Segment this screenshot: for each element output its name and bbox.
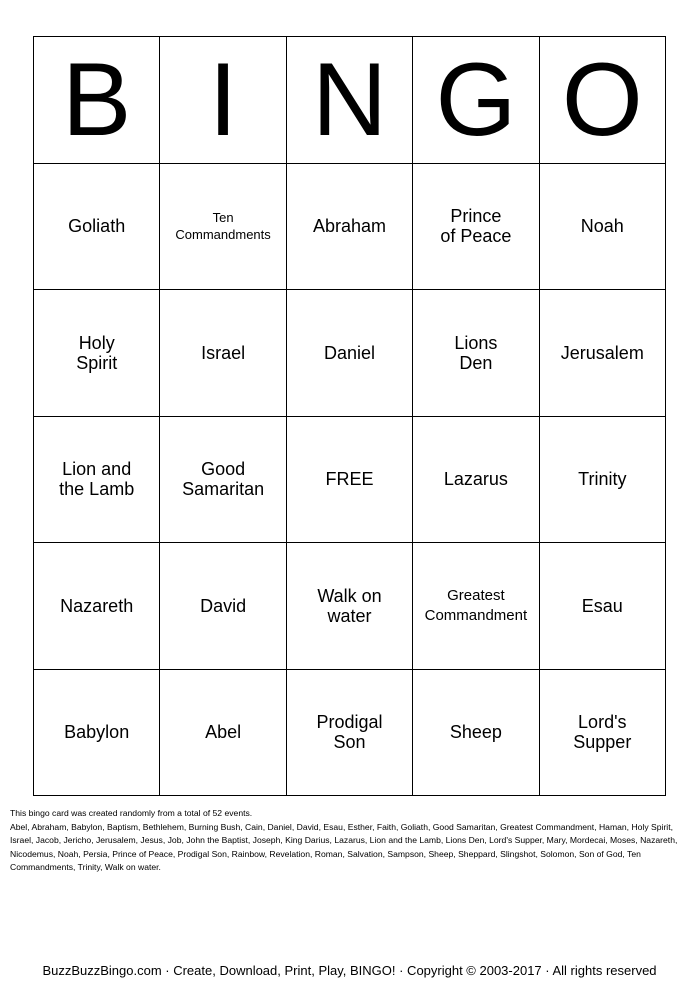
square-label: Lions Den [454,332,498,373]
square-label: Ten Commandments [175,210,271,243]
bingo-square [287,164,413,291]
event-list: Abel, Abraham, Babylon, Baptism, Bethlehem, Burning Bush, Cain, Daniel, David, Esau, Esther, Faith, Goliath, Good Samaritan, Greatest Commandment, Haman, Holy Spirit, Israel, Jacob, Jericho, Jerusalem, Jesus, Job, John the Baptist, Joseph, King Darius, Lazarus, Lion and the Lamb, Lions Den, Lord's Supper, Mary, Mordecai, Moses, Nazareth, Nicodemus, Noah, Persia, Prince of Peace, Prodigal Son, Rainbow, Revelation, Roman, Salvation, Sampson, Sheep, Sheppard, Slingshot, Solomon, Son of God, Ten Commandments, Trinity, Walk on water. [10,821,678,872]
bingo-square [160,290,286,417]
square-label: Trinity [578,469,627,490]
square-label: Babylon [64,722,130,743]
square-label: Israel [201,342,246,363]
header-letter-i: I [160,37,286,164]
square-label: David [200,595,247,616]
footer-copyright: BuzzBuzzBingo.com · Create, Download, Print, Play, BINGO! · Copyright © 2003-2017 · All rights reserved [42,963,657,978]
bingo-square [34,290,160,417]
header-letter-g: G [413,37,539,164]
bingo-square [540,417,666,544]
square-label: Noah [580,216,624,237]
bingo-square [34,164,160,291]
bingo-square [287,670,413,797]
square-label: FREE [325,469,374,490]
bingo-square [287,290,413,417]
square-label: Daniel [323,342,375,363]
bingo-square [34,417,160,544]
bingo-square [413,164,539,291]
card-info [10,807,690,875]
bingo-square [160,543,286,670]
square-label: Esau [581,595,623,616]
bingo-square [540,543,666,670]
bingo-square [413,417,539,544]
square-label: Walk on water [317,585,382,626]
bingo-square [413,290,539,417]
square-label: Nazareth [60,595,134,616]
square-label: Lord's Supper [573,712,632,753]
square-label: Good Samaritan [182,459,265,500]
bingo-square [160,164,286,291]
bingo-square [413,670,539,797]
square-label: Lazarus [443,469,508,490]
bingo-square [540,670,666,797]
square-label: Abel [205,722,242,743]
square-label: Prodigal Son [316,712,383,753]
bingo-square [540,290,666,417]
bingo-square [540,164,666,291]
bingo-square [160,670,286,797]
square-label: Sheep [449,722,502,743]
square-label: Lion and the Lamb [59,459,135,500]
square-label: Goliath [68,216,126,237]
bingo-square [413,543,539,670]
square-label: Jerusalem [560,342,644,363]
header-letter-b: B [34,37,160,164]
bingo-square [34,543,160,670]
card-summary: This bingo card was created randomly from a total of 52 events. [10,808,253,818]
square-label: Prince of Peace [440,206,512,247]
square-label: Greatest Commandment [424,586,528,624]
free-square [287,417,413,544]
bingo-card [33,36,666,796]
header-letter-n: N [287,37,413,164]
bingo-square [34,670,160,797]
square-label: Holy Spirit [76,332,118,373]
bingo-square [160,417,286,544]
header-letter-o: O [540,37,666,164]
square-label: Abraham [312,216,387,237]
bingo-square [287,543,413,670]
